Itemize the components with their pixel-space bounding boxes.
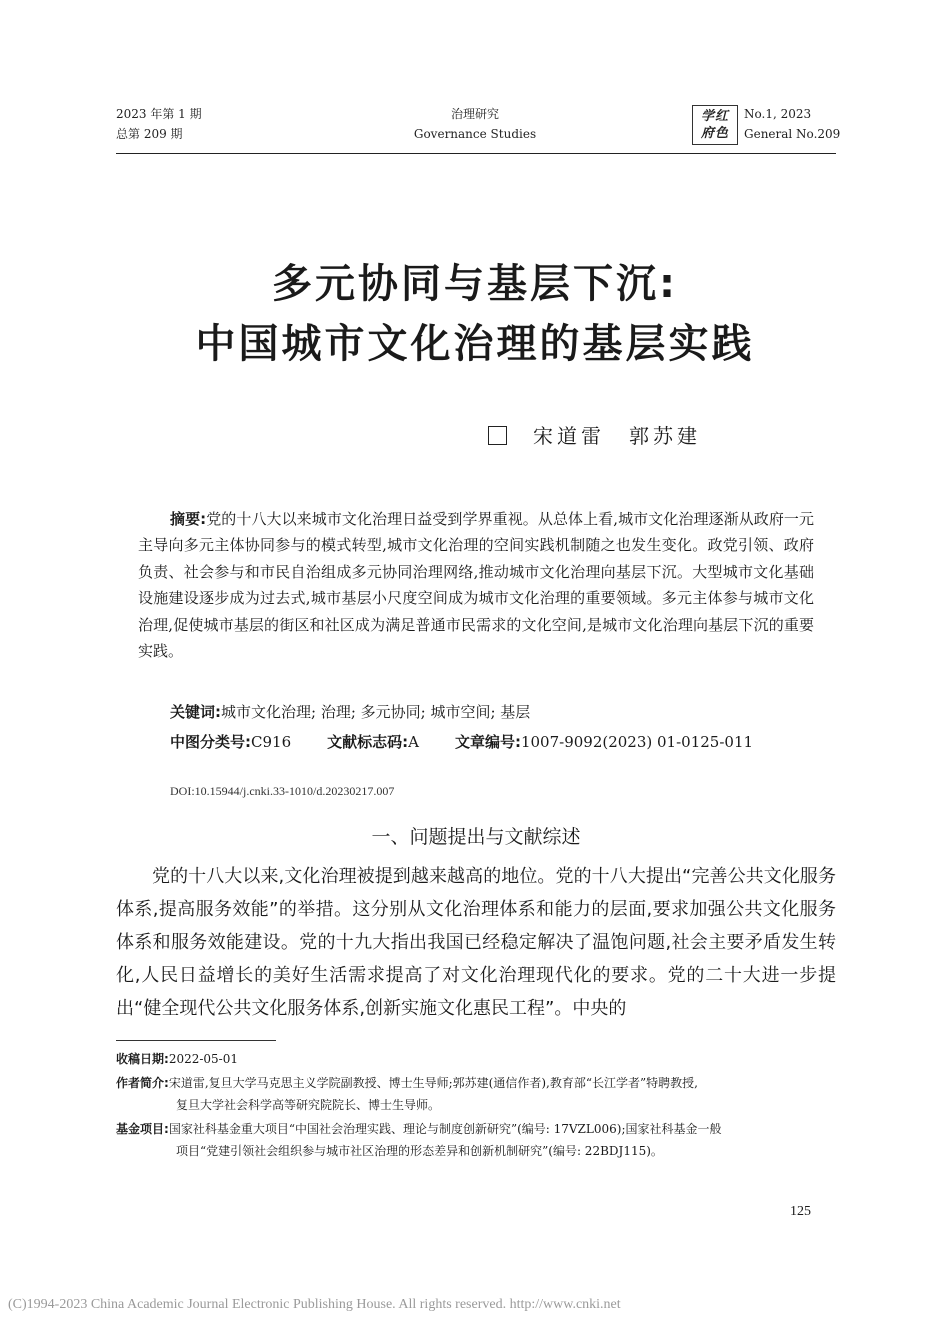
section-heading: 一、问题提出与文献综述	[371, 826, 581, 848]
article-no-label: 文章编号:	[454, 733, 521, 751]
classification-info	[138, 729, 814, 755]
doc-code-label: 文献标志码:	[327, 733, 409, 751]
footnote-divider	[116, 1040, 276, 1041]
author-bio-line1: 宋道雷,复旦大学马克思主义学院副教授、博士生导师;郭苏建(通信作者),教育部“长江学者”特聘教授,	[168, 1076, 698, 1090]
journal-name-cn: 治理研究	[450, 107, 499, 121]
body-paragraph: 党的十八大以来,文化治理被提到越来越高的地位。党的十八大提出“完善公共文化服务体系,提高服务效能”的举措。这分别从文化治理体系和能力的层面,要求加强公共文化服务体系和服务效能建设。党的十九大指出我国已经稳定解决了温饱问题,社会主要矛盾发生转化,人民日益增长的美好生活需求提高了对文化治理现代化的要求。党的二十大进一步提出“健全现代公共文化服务体系,创新实施文化惠民工程”。中央的	[116, 866, 836, 1019]
keywords-text: 城市文化治理; 治理; 多元协同; 城市空间; 基层	[221, 703, 531, 721]
article-title-line1: 多元协同与基层下沉:	[272, 261, 678, 307]
header-journal	[330, 104, 620, 144]
footnote-author	[116, 1072, 836, 1116]
header-divider	[116, 153, 836, 154]
square-bullet-icon	[488, 426, 507, 445]
journal-name-en: Governance Studies	[413, 127, 537, 141]
article-title-line2: 中国城市文化治理的基层实践	[195, 321, 755, 367]
page-number: 125	[790, 1204, 811, 1219]
doi: DOI:10.15944/j.cnki.33-1010/d.20230217.007	[170, 784, 395, 798]
issue-cn: 2023 年第 1 期	[116, 107, 202, 121]
keywords	[170, 701, 530, 722]
article-no-value: 1007-9092(2023) 01-0125-011	[520, 733, 754, 751]
footnote-received	[116, 1048, 836, 1070]
journal-logo: 学红 府色	[692, 105, 738, 145]
doc-code-value: A	[408, 733, 419, 751]
fund-line1: 国家社科基金重大项目“中国社会治理实践、理论与制度创新研究”(编号: 17VZL006);国家社科基金一般	[168, 1122, 722, 1136]
issue-en: No.1, 2023	[744, 107, 812, 121]
abstract	[138, 506, 814, 664]
clc-label: 中图分类号:	[170, 733, 251, 751]
fund-line2: 项目“党建引领社会组织参与城市社区治理的形态差异和创新机制研究”(编号: 22BDJ115)。	[176, 1144, 663, 1158]
author-bio-line2: 复旦大学社会科学高等研究院院长、博士生导师。	[176, 1098, 441, 1112]
copyright-notice: (C)1994-2023 China Academic Journal Electronic Publishing House. All rights reserved. http://www.cnki.net	[8, 1297, 621, 1312]
header-issue-info	[116, 104, 202, 144]
author-line	[488, 420, 701, 449]
received-date: 2022-05-01	[168, 1052, 238, 1066]
keywords-label: 关键词:	[170, 703, 221, 721]
total-issue-en: General No.209	[744, 127, 841, 141]
fund-label: 基金项目:	[116, 1122, 169, 1136]
author-bio-label: 作者简介:	[116, 1076, 169, 1090]
clc-value: C916	[251, 733, 292, 751]
received-label: 收稿日期:	[116, 1052, 169, 1066]
footnote-fund	[116, 1118, 836, 1162]
authors: 宋道雷 郭苏建	[533, 424, 701, 448]
abstract-text: 党的十八大以来城市文化治理日益受到学界重视。从总体上看,城市文化治理逐渐从政府一元主导向多元主体协同参与的模式转型,城市文化治理的空间实践机制随之也发生变化。政党引领、政府负责、社会参与和市民自治组成多元协同治理网络,推动城市文化治理向基层下沉。大型城市文化基础设施建设逐步成为过去式,城市基层小尺度空间成为城市文化治理的重要领域。多元主体参与城市文化治理,促使城市基层的街区和社区成为满足普通市民需求的文化空间,是城市文化治理向基层下沉的重要实践。	[138, 510, 814, 661]
abstract-label: 摘要:	[170, 510, 207, 528]
total-issue-cn: 总第 209 期	[116, 127, 183, 141]
header-issue-en	[744, 104, 840, 144]
